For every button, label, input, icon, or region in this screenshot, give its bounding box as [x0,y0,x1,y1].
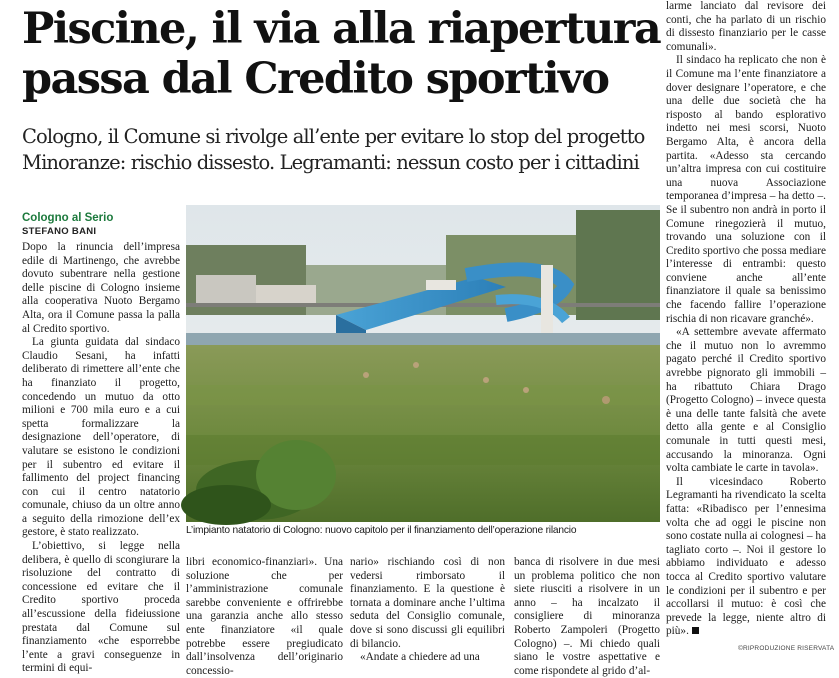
paragraph: Il sindaco ha replicato che non è il Comune ma l’ente finanziatore a dover designare l’operatore, e che una delle due società che ha risposto al bando esplorativo indetto nei mesi scorsi, Nuoto Bergamo Alta, è ancora della partita. «Adesso sta cercando un’altra impresa con cui costituire una nuova Associazione temporanea d’impresa – ha detto –. Se il subentro non andrà in porto il Comune rinegozierà il mutuo, trovando una soluzione con il Credito sportivo che possa mediare l’interesse di entrambi: questo conviene anche all’ente finanziatore il quale sa benissimo che facendo fallire l’operazione rischia di non ricavare granché». [666,54,826,325]
subheadline [22,124,662,176]
paragraph: banca di risolvere in due mesi un problema politico che non siete riusciti a risolvere in un anno – ha incalzato il consigliere di minoranza Roberto Zampoleri (Progetto Cologno) –. Mi chiedo quali siano le vostre aspettative e come rispondete al grido d’al- [514,556,660,677]
headline [22,4,662,104]
headline-line-2: passa dal Credito sportivo [22,54,609,104]
section-label: Cologno al Serio [22,212,114,224]
paragraph: «Andate a chiedere ad una [360,651,480,664]
article-column-1 [22,241,180,676]
photo-caption: L’impianto natatorio di Cologno: nuovo capitolo per il finanziamento dell’operazione rilancio [186,525,577,536]
article-column-2 [186,556,343,678]
paragraph-last-text: Il vicesindaco Roberto Legramanti ha rivendicato la scelta fatta: «Ribadisco per l’ennesima volta che ad oggi le piscine non sono costate nulla ai colognesi – ha tagliato corto –. Noi il gestore lo abbiamo individuato e adesso tocca al Credito sportivo valutare le condizioni per il subentro e per accollarsi il mutuo: è così che prevede la legge, niente altro di più». [666,475,826,638]
paragraph: nario» rischiando così di non vedersi rimborsato il finanziamento. E la questione è tornata a dominare anche l’ultima seduta del Consiglio comunale, dove si sono discussi gli equilibri di bilancio. [350,556,505,650]
paragraph: «A settembre avevate affermato che il mutuo non lo avremmo pagato perché il Credito sportivo avrebbe pignorato gli immobili – ha ribattuto Chiara Drago (Progetto Cologno) – invece questa è una delle tante falsità che avete detto alla gente e al Consiglio comunale in tutti questi mesi, accusando la minoranza. Ogni volta cambiate le carte in tavola». [666,326,827,475]
paragraph: larme lanciato dal revisore dei conti, che ha parlato di un rischio di dissesto finanziario per le casse comunali». [666,0,826,53]
author-byline: STEFANO BANI [22,226,97,237]
subheadline-line-1: Cologno, il Comune si rivolge all’ente per evitare lo stop del progetto [22,125,645,148]
end-of-article-square-icon [692,627,699,634]
paragraph: Dopo la rinuncia dell’impresa edile di Martinengo, che avrebbe dovuto subentrare nella gestione delle piscine di Cologno insieme alla cooperativa Nuoto Bergamo Alta, ora il Comune passa la palla al Credito sportivo. [22,241,180,335]
paragraph: La giunta guidata dal sindaco Claudio Sesani, ha infatti deliberato di rimettere all’ente che ha finanziato il progetto, concedendo un mutuo da otto milioni e 700 mila euro e a cui spetta formalizzare la designazione dell’operatore, di valutare se esistono le condizioni per il subentro ed evitare il fallimento del project financing con cui il centro natatorio comunale, chiuso da un oltre anno a seguito della rimozione dell’ex gestore, è stato realizzato. [22,336,180,539]
subheadline-line-2: Minoranze: rischio dissesto. Legramanti: nessun costo per i cittadini [22,151,639,174]
article-column-3 [350,556,505,665]
article-column-4 [514,556,660,678]
paragraph: libri economico-finanziari». Una soluzione che per l’amministrazione comunale sarebbe conveniente e offrirebbe una garanzia anche allo stesso ente finanziatore «il quale potrebbe essere pregiudicato dall’insolvenza dell’originario concessio- [186,556,343,677]
headline-line-1: Piscine, il via alla riapertura [22,4,661,54]
pool-photo-illustration [186,205,660,522]
paragraph: L’obiettivo, si legge nella delibera, è quello di scongiurare la risoluzione del contratto di concessione ed evitare che il Credito sportivo proceda all’escussione della fideiussione prestata dal Comune sul finanziamento «che esporrebbe l’ente a gravi conseguenze in termini di equi- [22,540,180,675]
copyright-notice: ©RIPRODUZIONE RISERVATA [738,645,835,652]
paragraph-last [666,476,826,639]
article-column-5 [666,0,826,639]
pool-photo [186,205,660,522]
